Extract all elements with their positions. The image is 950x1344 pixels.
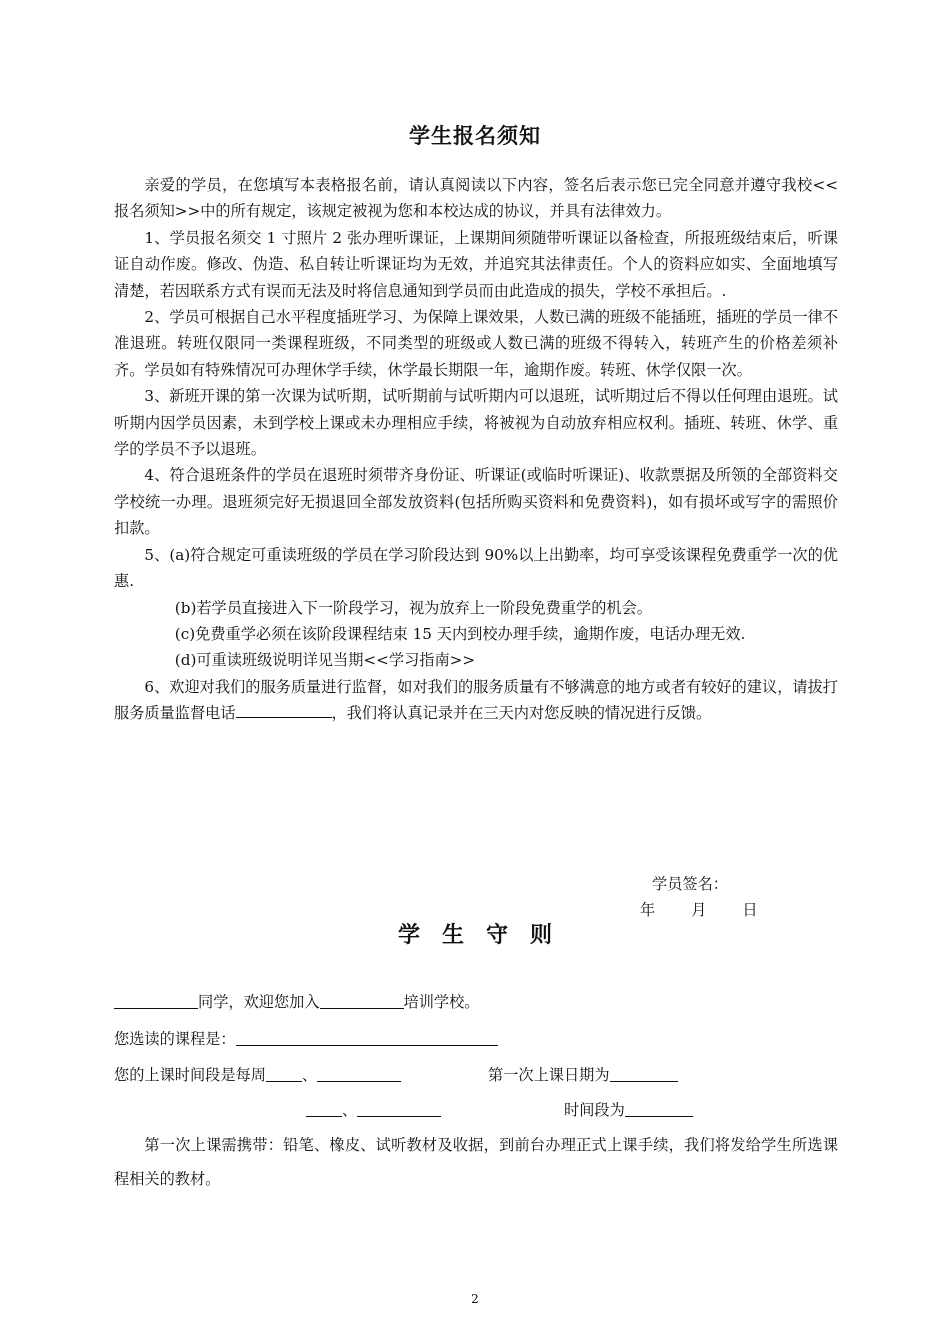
rules-line-first-date <box>488 1063 678 1087</box>
date-month: 月 <box>691 901 707 919</box>
notice-body <box>114 172 838 727</box>
weekday-blank-2[interactable] <box>306 1099 342 1117</box>
signature-label: 学员签名： <box>652 875 728 893</box>
student-name-blank[interactable] <box>114 991 198 1009</box>
school-name-blank[interactable] <box>320 991 404 1009</box>
rules-line-schedule-2 <box>306 1098 441 1122</box>
time-slot-blank[interactable] <box>625 1099 693 1117</box>
rules-closing: 第一次上课需携带：铅笔、橡皮、试听教材及收据，到前台办理正式上课手续，我们将发给学生所选课程相关的教材。 <box>114 1136 838 1188</box>
rules-title <box>0 918 950 949</box>
first-date-label: 第一次上课日期为 <box>488 1066 610 1084</box>
weekday-blank-1[interactable] <box>266 1064 302 1082</box>
rules-title-char: 学 <box>397 923 420 948</box>
notice-item-2: 2、学员可根据自己水平程度插班学习、为保障上课效果，人数已满的班级不能插班，插班的学员一律不准退班。转班仅限同一类课程班级，不同类型的班级或人数已满的班级不得转入，转班产生的价格差须补齐。学员如有特殊情况可办理休学手续，休学最长期限一年，逾期作废。转班、休学仅限一次。 <box>114 308 838 379</box>
phone-number-blank[interactable] <box>236 700 332 718</box>
rules-line-course <box>114 1027 498 1051</box>
schedule-label: 您的上课时间段是每周 <box>114 1066 266 1084</box>
rules-line-time-slot <box>564 1098 693 1122</box>
time-slot-label: 时间段为 <box>564 1101 625 1119</box>
item6-text-before: 6、欢迎对我们的服务质量进行监督，如对我们的服务质量有不够满意的地方或者有较好的建议，请拔打服务质量监督电话 <box>114 677 838 723</box>
course-blank[interactable] <box>236 1028 498 1046</box>
notice-item-4: 4、符合退班条件的学员在退班时须带齐身份证、听课证(或临时听课证)、收款票据及所领的全部资料交学校统一办理。退班须完好无损退回全部发放资料(包括所购买资料和免费资料)，如有损坏或写字的需照价扣款。 <box>114 466 838 538</box>
time-blank-2[interactable] <box>357 1099 441 1117</box>
date-day: 日 <box>742 901 758 919</box>
date-year: 年 <box>640 901 656 919</box>
rules-title-char: 守 <box>486 923 509 948</box>
rules-title-char: 生 <box>441 923 464 948</box>
separator: 、 <box>342 1101 358 1119</box>
course-label: 您选读的课程是： <box>114 1030 236 1048</box>
first-date-blank[interactable] <box>610 1064 678 1082</box>
page-number: 2 <box>471 1292 479 1306</box>
notice-intro: 亲爱的学员，在您填写本表格报名前，请认真阅读以下内容，签名后表示您已完全同意并遵守我校<<报名须知>>中的所有规定，该规定被视为您和本校达成的协议，并具有法律效力。 <box>114 176 838 221</box>
rules-line-welcome <box>114 990 479 1014</box>
school-suffix-text: 培训学校。 <box>403 993 480 1011</box>
notice-item-3: 3、新班开课的第一次课为试听期，试听期前与试听期内可以退班，试听期过后不得以任何理由退班。试听期内因学员因素，未到学校上课或未办理相应手续，将被视为自动放弃相应权利。插班、转班、休学、重学的学员不予以退班。 <box>114 387 838 459</box>
rules-closing-block <box>114 1128 838 1196</box>
welcome-text: 同学，欢迎您加入 <box>198 993 320 1011</box>
notice-item-5a: 5、(a)符合规定可重读班级的学员在学习阶段达到 90%以上出勤率，均可享受该课程免费重学一次的优惠. <box>114 545 838 591</box>
item6-text-after: ，我们将认真记录并在三天内对您反映的情况进行反馈。 <box>331 704 712 723</box>
time-blank-1[interactable] <box>317 1064 401 1082</box>
notice-item-6 <box>114 674 838 727</box>
notice-item-5b: (b)若学员直接进入下一阶段学习，视为放弃上一阶段免费重学的机会。 <box>174 598 652 617</box>
notice-item-1: 1、学员报名须交 1 寸照片 2 张办理听课证，上课期间须随带听课证以备检查，所报班级结束后，听课证自动作废。修改、伪造、私自转让听课证均为无效，并追究其法律责任。个人的资料应如实、全面地填写清楚，若因联系方式有误而无法及时将信息通知到学员而由此造成的损失，学校不承担后。. <box>114 228 838 300</box>
rules-line-schedule <box>114 1063 401 1087</box>
rules-title-char: 则 <box>530 923 553 948</box>
notice-item-5c: (c)免费重学必须在该阶段课程结束 15 天内到校办理手续，逾期作废，电话办理无效. <box>174 624 746 643</box>
notice-item-5d: (d)可重读班级说明详见当期<<学习指南>> <box>174 651 476 670</box>
notice-title: 学生报名须知 <box>409 124 541 148</box>
separator: 、 <box>301 1066 318 1084</box>
